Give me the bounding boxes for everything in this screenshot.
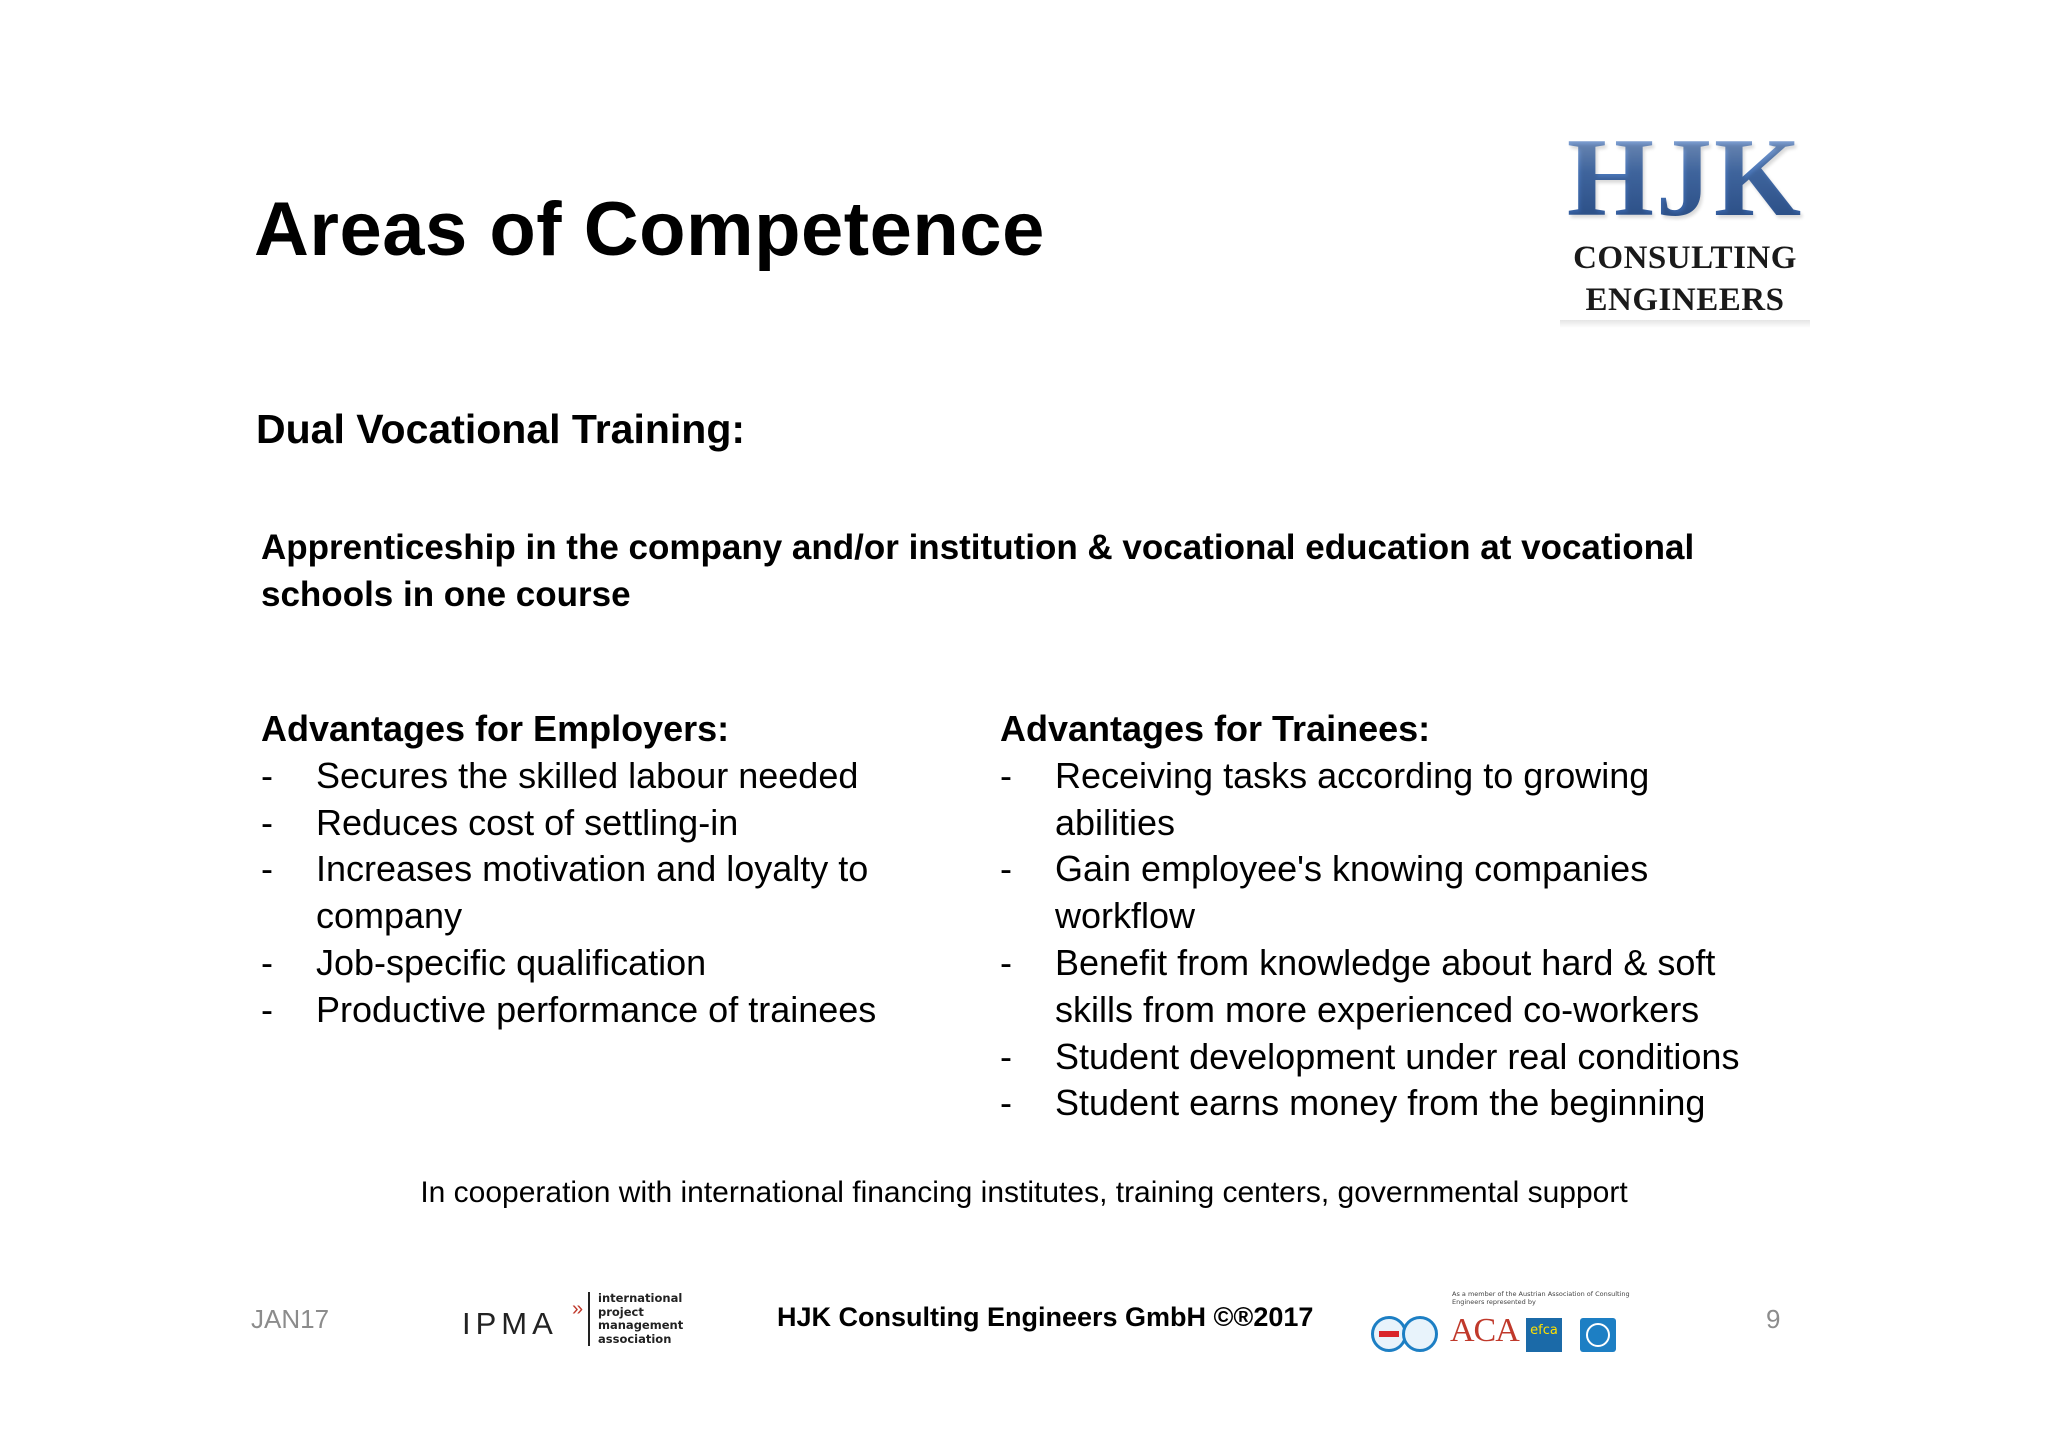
ipma-caption-line: project (598, 1304, 644, 1319)
trainees-heading: Advantages for Trainees: (1000, 708, 1431, 749)
cooperation-note: In cooperation with international financing institutes, training centers, governmental support (420, 1176, 1628, 1209)
bullet-dash: - (261, 754, 273, 796)
list-item-text: Gain employee's knowing companies workflow (1055, 848, 1649, 937)
bullet-dash: - (1000, 941, 1012, 983)
list-item-text: Productive performance of trainees (316, 988, 877, 1030)
ipma-divider (588, 1292, 590, 1346)
list-item (261, 940, 941, 987)
logo-shadow (1560, 320, 1810, 328)
bullet-dash: - (1000, 1035, 1012, 1077)
eu-seal-icon (1402, 1316, 1438, 1352)
hjk-logo (1556, 116, 1814, 330)
page-title: Areas of Competence (254, 187, 1045, 272)
list-item-text: Benefit from knowledge about hard & soft skills from more experienced co-workers (1055, 941, 1716, 1030)
ipma-wordmark: IPMA (462, 1306, 558, 1341)
ipma-logo (462, 1290, 682, 1350)
bullet-dash: - (261, 988, 273, 1030)
bullet-dash: - (1000, 848, 1012, 890)
list-item (1000, 846, 1760, 940)
list-item-text: Increases motivation and loyalty to company (316, 848, 869, 937)
list-item-text: Job-specific qualification (316, 941, 707, 983)
page-number: 9 (1766, 1304, 1781, 1334)
membership-note: As a member of the Austrian Association of Consulting Engineers represented by (1452, 1290, 1630, 1306)
chevron-right-icon: » (572, 1298, 584, 1320)
bullet-dash: - (1000, 1082, 1012, 1124)
efca-logo: efca (1526, 1318, 1562, 1352)
list-item-text: Student development under real conditions (1055, 1035, 1740, 1077)
bullet-dash: - (1000, 754, 1012, 796)
list-item-text: Student earns money from the beginning (1055, 1082, 1706, 1124)
membership-logos (1368, 1290, 1630, 1358)
logo-mark: HJK (1556, 122, 1814, 234)
list-item (1000, 1080, 1760, 1127)
list-item-text: Receiving tasks according to growing abilities (1055, 754, 1650, 843)
ipma-caption-line: management (598, 1318, 684, 1332)
trainees-column (1000, 706, 1760, 1127)
intro-text: Apprenticeship in the company and/or institution & vocational education at vocational schools in one course (261, 528, 1695, 614)
list-item-text: Reduces cost of settling-in (316, 801, 739, 843)
bullet-dash: - (261, 801, 273, 843)
list-item (1000, 753, 1760, 847)
logo-line-consulting: CONSULTING (1573, 240, 1797, 276)
list-item (1000, 1034, 1760, 1081)
footer-copyright: HJK Consulting Engineers GmbH ©®2017 (777, 1302, 1314, 1332)
bullet-dash: - (261, 941, 273, 983)
ipma-caption (598, 1292, 683, 1346)
ipma-caption-line: association (598, 1331, 672, 1346)
trainees-list (1000, 753, 1760, 1127)
bullet-dash: - (261, 848, 273, 890)
ipma-caption-line: international (598, 1291, 683, 1305)
logo-line-engineers: ENGINEERS (1585, 282, 1785, 318)
list-item (261, 987, 941, 1034)
aca-logo: ACA (1450, 1312, 1519, 1349)
list-item (261, 753, 941, 800)
list-item (261, 846, 941, 940)
fidic-globe-icon (1580, 1318, 1616, 1352)
footer-date: JAN17 (251, 1304, 330, 1334)
employers-heading: Advantages for Employers: (261, 708, 730, 749)
list-item (1000, 940, 1760, 1034)
employers-column (261, 706, 941, 1034)
employers-list (261, 753, 941, 1034)
list-item (261, 800, 941, 847)
list-item-text: Secures the skilled labour needed (316, 754, 859, 796)
section-subtitle: Dual Vocational Training: (256, 406, 746, 452)
